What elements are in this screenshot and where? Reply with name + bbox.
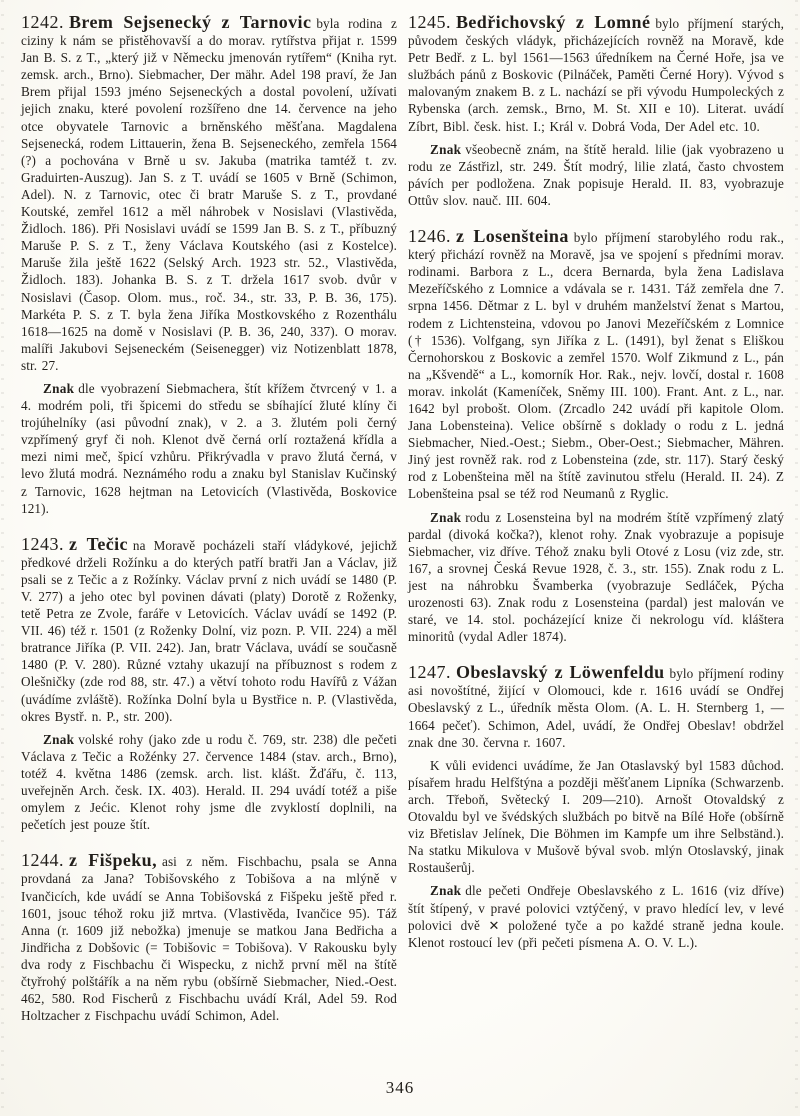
entry-1245 xyxy=(408,14,784,209)
right-column xyxy=(408,14,784,1024)
scan-artifact-left xyxy=(1,0,4,1116)
entry-body-text: bylo příjmení starobylého rodu rak., který přichází rovněž na Moravě, jsa ve spojení s předními morav. rodinami. Barbora z L., dcera Bernarda, byla žena Ladislava Mezeříčského z Lomnice a vdávala se r. 1431. Táž zemřela dne 7. srpna 1456. Dětmar z L. byl v druhém manželství ženat s Martou, rodem z Lichtensteina, vdovou po Janovi Mezeříčském z Lomnice († 1536). Volfgang, syn Jiříka z L. (1491), byl ženat s Eliškou Černohorskou z Boskovic a zemřel 1570. Wolf Zikmund z L., pán na „Kšvendě“ a L., komorník Hor. Rak., nejv. lovčí, dostal r. 1608 morav. inkolát (Kameníček, Sněmy III. 100). Frant. Ant. z L., nar. 1642 byl probošt. Olom. (Zrcadlo 242 uvádí při kapitole Olom. Jana Lobensteina). Velice obšírně s doklady o rodu z L. jedná Siebmacher, Nied.-Oest.; Siebm., Ober-Oest.; Siebmacher, Mähren. Jiný jest rovněž rak. rod z Lobensteina (zde, str. 117). Starý český rod z Lobenšteina měl na štítě zavinutou střelu (Herald. II. 24). Z Lobenšteina psal se též rod Neumanů z Ryglic. xyxy=(408,230,784,502)
entry-number: 1243. xyxy=(21,533,64,554)
entry-1242 xyxy=(21,14,397,517)
entry-opening-paragraph xyxy=(408,14,784,135)
entry-body-text: bylo příjmení rodiny asi novoštítné, žijící v Olomouci, kde r. 1616 uvádí se Ondřej Obeslavský z L., úředník města Olom. (A. L. H. Sternberg 1, —1664 pečeť). Schimon, Adel, uvádí, že Ondřej Obeslav! obdržel znak dne 30. června r. 1607. xyxy=(408,666,784,750)
entry-title: z Tečic xyxy=(69,533,128,554)
entry-number: 1242. xyxy=(21,12,64,32)
paragraph-lead-word: Znak xyxy=(430,883,462,899)
entry-opening-paragraph xyxy=(21,852,397,1024)
entry-body-text: na Moravě pocházeli staří vládykové, jejichž předkové drželi Rožínku a do kterých patří bratři Jan a Václav, již psali se z Tečic a z Rožínky. Václav první z nich uvádí se 1480 (P. V. 277) a jeho otec byl povinen dávati (platy) Dorotě z Roženky, tetě Petra ze Zvole, faráře v Letovicích. Václav uvádí se 1492 (P. VII. 46) též r. 1501 (z Roženky Dolní, viz pozn. P. VII. 224) a měl bratrance Jiříka (P. VII. 242). Jan, bratr Václava, uvádí se současně 1480 (P. V. 280). Různé vztahy ukazují na příbuznost s rodem z Olešničky (zde rod 88, str. 47.) a větví tohoto rodu Havířů z Vážan (uvádíme zvláště). Rožínka Dolní byla u Bystřice n. P. (Vlastivěda, okres Bystř. n. P., str. 200). xyxy=(21,537,397,724)
entry-body-text: byla rodina z ciziny k nám se přistěhovavší a do morav. rytířstva přijat r. 1599 Jan B. S. z T., „který již v Německu jmenován rytířem“ (Kniha ryt. zemsk. arch., Brno). Siebmacher, Der mähr. Adel 198 praví, že Jan Brem přijal 1593 jméno Sejseneckých a dostal povolení, užívati jejich znaku, které povolení rozšířeno dne 14. července na jeho otce obyvatele Tarnovic a brněnského měšťana. Magdalena Sejsenecká, rodem Littauerin, žena B. Sejseneckého, zemřela 1564 (?) a pochována v Brně u sv. Jakuba (matrika tamtéž t. zv. Graduirten-Auszug). Jan S. z T. uvádí se 1605 v Brně (Schimon, Adel). N. z Tarnovic, otec či bratr Maruše S. z T., provdané Koutské, zemřel 1612 a měl náhrobek v Nosislavi (Vlastivěda, Židloch. 186). Při Nosislavi uvádí se 1599 Jan B. S. z T., příbuzný Maruše P. S. z T., ženy Václava Koutského (asi z Kostelce). Maruše žila ještě 1622 (Selský Arch. 1923 str. 52., Vlastivěda, Židloch. 183). Johanka B. S. z T. držela 1617 svob. dvůr v Nosislavi (Časop. Olom. mus., roč. 34., str. 33, P. B. 36, 175). Markéta P. S. z T. byla žena Jiříka Mostkovského z Rozenthálu 1618—1625 na domě v Nosislavi (P. B. 36, 240, 337). O morav. malíři Jakubovi Sejseneckém (Seisenegger) viz Notizenblatt 1878, str. 27. xyxy=(21,16,397,373)
entry-opening-paragraph xyxy=(21,533,397,725)
entry-number: 1247. xyxy=(408,662,451,683)
entry-body-text: všeobecně znám, na štítě herald. lilie (jak vyobrazeno u rodu ze Zástřizl, str. 249. Štít modrý, lilie zlatá, často chvostem pávích per podložena. Znak popisuje Herald. II. 83, vyobrazuje Ottův slov. nauč. III. 604. xyxy=(408,141,784,208)
entry-number: 1244. xyxy=(21,850,64,871)
entry-number: 1245. xyxy=(408,12,451,32)
entry-1246 xyxy=(408,228,784,645)
entry-body-text: volské rohy (jako zde u rodu č. 769, str. 238) dle pečeti Václava z Tečic a Rožénky 27. července 1484 (stav. arch., Brno), totéž 4. května 1486 (zemsk. arch. list. klášt. Žďářu, č. 113, uveřejněn Arch. česk. IX. 403). Herald. II. 294 uvádí totéž a piše omylem z Jećic. Klenot rohy jsme dle zvyklostí doplnili, na pečetích jest pouze štít. xyxy=(21,731,397,833)
entry-opening-paragraph xyxy=(408,228,784,503)
entry-body-text: K vůli evidenci uvádíme, že Jan Otaslavský byl 1583 důchod. písařem hradu Helfštýna a později měšťanem Lipníka (Schwarzenb. arch. Třeboň, Světecký I. 209—210). Arnošt Otovaldský z Otovaldu byl ve švédských službách po bitvě na Bílé Hoře (obšírně viz Břetislav Jelínek, Die Böhmen im Kampfe um ihre Selbständ.). Na statku Mikulova v Mušově býval svob. mlýn Otoslavský, jinak Rostaušerůj. xyxy=(408,757,784,876)
entry-continuation-paragraph xyxy=(408,757,784,877)
paragraph-lead-word: Znak xyxy=(430,141,462,157)
entry-znak-paragraph xyxy=(408,141,784,209)
entry-body-text: asi z něm. Fischbachu, psala se Anna provdaná za Jana? Tobišovského z Tobišova a na mlýně v Ivančicích, kde uvádí se Anna Tobišovská z Fišpeku ještě před r. 1601, jsouc téhož roku již mrtva. (Vlastivěda, Ivančice 95). Táž Anna (r. 1609 již nebožka) jmenuje se matkou Jana Bedřicha a Jindřicha z Dobšovic (= Tobišovic = Tobišova). V Rakousku byly dva rody z Fischbachu či Wispecku, z nichž první měl na štítě čtyřrohý polštářík a na něm rybu (obšírně Siebmacher, Nied.-Oest. 462, 580. Rod Fischerů z Fischbachu uvádí Král, Adel 59. Rod Holtzacher z Fischpachu uvádí Schimon, Adel. xyxy=(21,854,397,1024)
entry-znak-paragraph xyxy=(21,380,397,517)
entry-number: 1246. xyxy=(408,226,451,247)
entry-znak-paragraph xyxy=(408,509,784,646)
entry-opening-paragraph xyxy=(408,664,784,750)
entry-body-text: rodu z Losensteina byl na modrém štítě vzpřímený zlatý pardal (divoká kočka?), klenot rohy. Znak vyobrazuje a popisuje Siebmacher, viz dříve. Téhož znaku byli Otové z Losu (viz zde, str. 167, a srovnej Česká Revue 1928, č. 3., str. 155). Znak rodu z L. jest na náhrobku Švamberka (vyobrazuje Sedláček, Pýcha urozenosti 63). Znak rodu z Losensteina (pardal) jest malován ve staré, ve 14. stol. pocházející knize či nekrologu víd. kláštera minoritů (vydal Adler 1874). xyxy=(408,509,784,645)
entry-1247 xyxy=(408,664,784,951)
paragraph-lead-word: Znak xyxy=(430,509,462,525)
paragraph-lead-word: Znak xyxy=(43,731,75,747)
entry-znak-paragraph xyxy=(21,731,397,834)
page-number: 346 xyxy=(385,1078,415,1097)
entry-1244 xyxy=(21,852,397,1024)
entry-title: Obeslavský z Löwenfeldu xyxy=(456,662,665,683)
entry-body-text: bylo příjmení starých, původem českých vládyk, přicházejících rovněž na Moravě, kde Petr Bedř. z L. byl 1561—1563 úředníkem na Černé Hoře, jsa ve službách pánů z Boskovic (Pilnáček, Paměti Černé Hory). Vývod s malovaným znakem B. z L. nachází se při vývodu Humpoleckých z Rybenska (arch. zemsk., Brno, M. St. XII e 10). Literat. uvádí Zíbrt, Bibl. česk. hist. I.; Král v. Dobrá Voda, Der Adel etc. 10. xyxy=(408,16,785,134)
entry-title: Bedřichovský z Lomné xyxy=(456,12,651,32)
entry-title: z Losenšteina xyxy=(456,226,569,247)
scan-artifact-right xyxy=(795,0,798,1116)
entry-1243 xyxy=(21,533,397,834)
two-column-text-block xyxy=(21,14,783,1024)
left-column xyxy=(21,14,397,1024)
entry-body-text: dle pečeti Ondřeje Obeslavského z L. 1616 (viz dříve) štít štípený, v pravé polovici vztýčený, v pravo hledící lev, v levé polovici dvě ✕ položené tyče a po každé straně jedna koule. Klenot rostoucí lev (při pečeti písmena A. O. V. L.). xyxy=(408,883,784,950)
entry-znak-paragraph xyxy=(408,882,784,950)
entry-body-text: dle vyobrazení Siebmachera, štít křížem čtvrcený v 1. a 4. modrém poli, tři špicemi do středu se sbíhající žluté klíny či trojúhelníky (asi původní znak), v 2. a 3. žlutém poli černý vzpřímený gryf či noh. Klenot dvě černá orlí roztažená křídla a mezi nimi meč, špicí vzhůru. Přikrývadla v pravo žlutá černá, v levo žlutá modrá. Neznámého rodu a znaku byl Stanislav Kučinský z Tarnovic, 1628 hejtman na Letovicích (Vlastivěda, Boskovice 121). xyxy=(21,380,397,516)
paragraph-lead-word: Znak xyxy=(43,380,75,396)
entry-title: Brem Sejsenecký z Tarnovic xyxy=(69,12,312,32)
entry-title: z Fišpeku, xyxy=(69,850,157,871)
entry-opening-paragraph xyxy=(21,14,397,374)
